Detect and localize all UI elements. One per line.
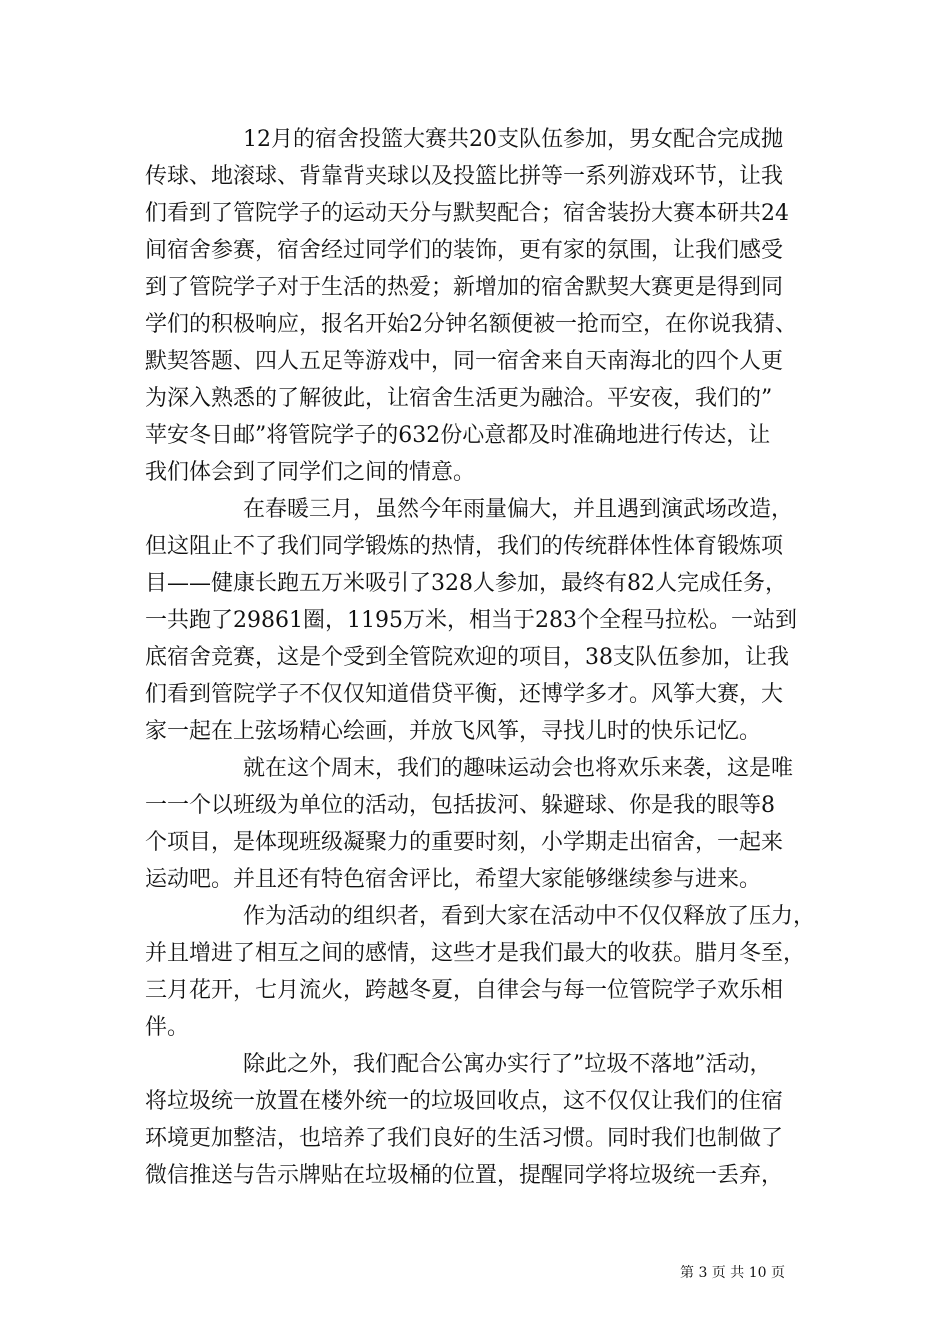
paragraph-5-line-4: 微信推送与告示牌贴在垃圾桶的位置，提醒同学将垃圾统一丢弃， xyxy=(145,1163,784,1188)
paragraph-2-line-2: 但这阻止不了我们同学锻炼的热情，我们的传统群体性体育锻炼项 xyxy=(145,534,784,559)
paragraph-3-line-4: 运动吧。并且还有特色宿舍评比，希望大家能够继续参与进来。 xyxy=(145,867,762,892)
paragraph-4-line-1: 作为活动的组织者，看到大家在活动中不仅仅释放了压力， xyxy=(243,904,816,929)
paragraph-5-line-1: 除此之外，我们配合公寓办实行了”垃圾不落地”活动， xyxy=(243,1052,772,1077)
page-number-footer: 第 3 页 共 10 页 xyxy=(680,1265,785,1281)
paragraph-2-line-6: 们看到管院学子不仅仅知道借贷平衡，还博学多才。风筝大赛，大 xyxy=(145,682,784,707)
paragraph-3-line-3: 个项目，是体现班级凝聚力的重要时刻，小学期走出宿舍，一起来 xyxy=(145,830,784,855)
paragraph-1-line-9: 苹安冬日邮”将管院学子的632份心意都及时准确地进行传达，让 xyxy=(145,423,771,448)
paragraph-1-line-6: 学们的积极响应，报名开始2分钟名额便被一抢而空，在你说我猜、 xyxy=(145,312,797,337)
paragraph-1-line-1: 12月的宿舍投篮大赛共20支队伍参加，男女配合完成抛 xyxy=(243,127,783,152)
paragraph-3-line-2: 一一个以班级为单位的活动，包括拔河、躲避球、你是我的眼等8 xyxy=(145,793,775,818)
paragraph-3-line-1: 就在这个周末，我们的趣味运动会也将欢乐来袭，这是唯 xyxy=(243,756,794,781)
paragraph-5-line-2: 将垃圾统一放置在楼外统一的垃圾回收点，这不仅仅让我们的住宿 xyxy=(145,1089,784,1114)
paragraph-1-line-7: 默契答题、四人五足等游戏中，同一宿舍来自天南海北的四个人更 xyxy=(145,349,784,374)
paragraph-1-line-5: 到了管院学子对于生活的热爱；新增加的宿舍默契大赛更是得到同 xyxy=(145,275,784,300)
paragraph-4-line-2: 并且增进了相互之间的感情，这些才是我们最大的收获。腊月冬至， xyxy=(145,941,806,966)
paragraph-5-line-3: 环境更加整洁，也培养了我们良好的生活习惯。同时我们也制做了 xyxy=(145,1126,784,1151)
paragraph-1-line-10: 我们体会到了同学们之间的情意。 xyxy=(145,460,476,485)
paragraph-2-line-4: 一共跑了29861圈，1195万米，相当于283个全程马拉松。一站到 xyxy=(145,608,797,633)
paragraph-4-line-3: 三月花开，七月流火，跨越冬夏，自律会与每一位管院学子欢乐相 xyxy=(145,978,784,1003)
paragraph-4-line-4: 伴。 xyxy=(145,1015,190,1040)
paragraph-2-line-7: 家一起在上弦场精心绘画，并放飞风筝，寻找儿时的快乐记忆。 xyxy=(145,719,762,744)
paragraph-2-line-3: 目——健康长跑五万米吸引了328人参加，最终有82人完成任务， xyxy=(145,571,787,596)
paragraph-1-line-4: 间宿舍参赛，宿舍经过同学们的装饰，更有家的氛围，让我们感受 xyxy=(145,238,784,263)
paragraph-2-line-5: 底宿舍竞赛，这是个受到全管院欢迎的项目，38支队伍参加，让我 xyxy=(145,645,789,670)
paragraph-1-line-8: 为深入熟悉的了解彼此，让宿舍生活更为融洽。平安夜，我们的” xyxy=(145,386,773,411)
paragraph-2-line-1: 在春暖三月，虽然今年雨量偏大，并且遇到演武场改造， xyxy=(243,497,794,522)
paragraph-1-line-3: 们看到了管院学子的运动天分与默契配合；宿舍装扮大赛本研共24 xyxy=(145,201,789,226)
paragraph-1-line-2: 传球、地滚球、背靠背夹球以及投篮比拼等一系列游戏环节，让我 xyxy=(145,164,784,189)
